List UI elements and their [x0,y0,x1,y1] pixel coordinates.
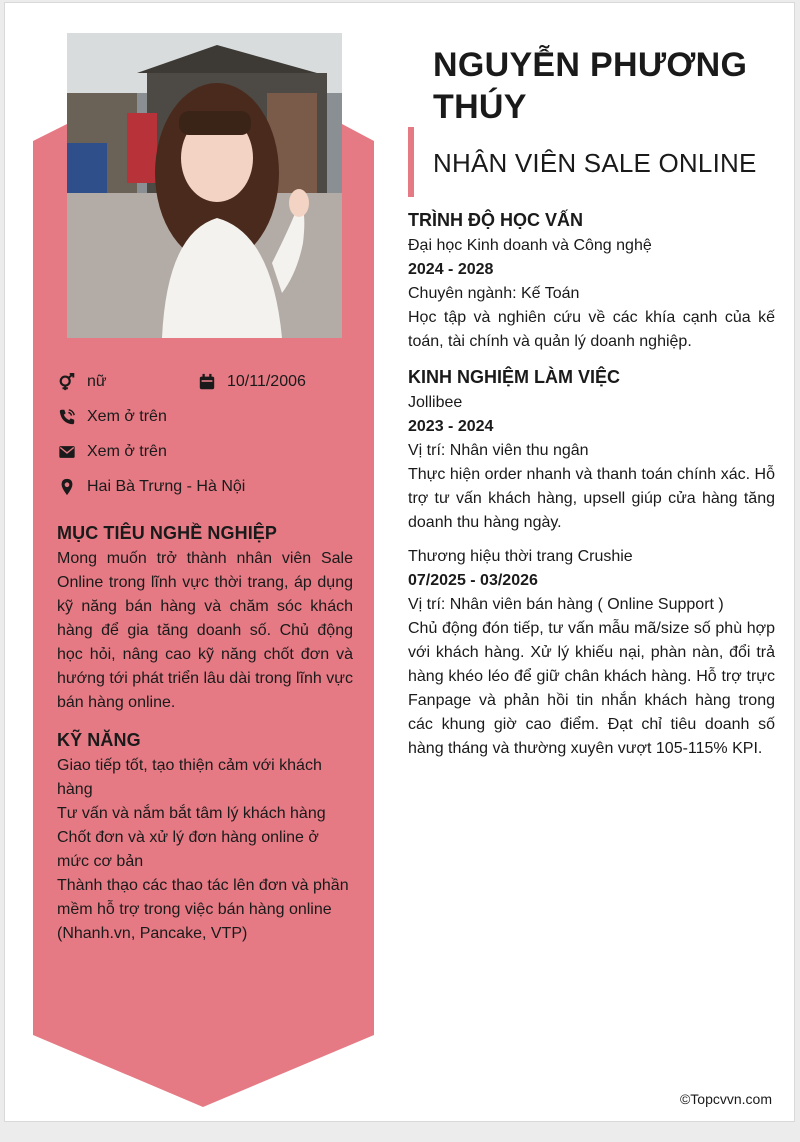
profile-photo [67,33,342,338]
contact-address [57,477,245,497]
skill-item: Chốt đơn và xử lý đơn hàng online ở mức cơ bản [57,829,319,870]
phone-value: Xem ở trên [87,408,167,425]
job-position: Vị trí: Nhân viên thu ngân [408,442,589,459]
education-description: Học tập và nghiên cứu về các khía cạnh của kế toán, tài chính và quản lý doanh nghiệp. [408,309,775,350]
objective-section [57,521,353,715]
job-title: NHÂN VIÊN SALE ONLINE [433,148,757,178]
phone-icon [57,407,77,427]
job-period: 07/2025 - 03/2026 [408,572,538,589]
objective-title: MỤC TIÊU NGHỀ NGHIỆP [57,523,278,543]
job-company: Thương hiệu thời trang Crushie [408,548,633,565]
contact-birthday [197,372,306,392]
location-pin-icon [57,477,77,497]
education-section [408,208,775,354]
footer-copyright: ©Topcvvn.com [679,1091,772,1107]
gender-value: nữ [87,373,107,390]
role-accent-bar [408,127,414,197]
experience-section [408,365,775,761]
job-entry [408,391,775,535]
job-entry [408,545,775,761]
skill-item: Giao tiếp tốt, tạo thiện cảm với khách hàng [57,757,322,798]
education-period: 2024 - 2028 [408,261,494,278]
birthday-value: 10/11/2006 [227,373,306,390]
mail-icon [57,442,77,462]
education-school: Đại học Kinh doanh và Công nghệ [408,237,652,254]
education-title: TRÌNH ĐỘ HỌC VẤN [408,210,583,230]
calendar-icon [197,372,217,392]
job-period: 2023 - 2024 [408,418,494,435]
objective-text: Mong muốn trở thành nhân viên Sale Online trong lĩnh vực thời trang, áp dụng kỹ năng bán hàng và chăm sóc khách hàng để gia tăng doanh số. Chủ động học hỏi, nâng cao kỹ năng chốt đơn và hướng tới phát triển lâu dài trong lĩnh vực bán hàng online. [57,550,353,711]
job-company: Jollibee [408,394,463,411]
contact-gender [57,372,107,392]
skill-item: Tư vấn và nắm bắt tâm lý khách hàng [57,805,326,822]
skill-item: Thành thạo các thao tác lên đơn và phần mềm hỗ trợ trong việc bán hàng online (Nhanh.vn, Pancake, VTP) [57,877,349,942]
job-description: Chủ động đón tiếp, tư vấn mẫu mã/size số phù hợp với khách hàng. Xử lý khiếu nại, phàn nàn, đổi trả hàng khéo léo để giữ chân khách hàng. Hỗ trợ trực Fanpage và phản hồi tin nhắn khách hàng trong các khung giờ cao điểm. Đạt chỉ tiêu doanh số hàng tháng và thường xuyên vượt 105-115% KPI. [408,620,775,757]
contact-email [57,442,167,462]
job-description: Thực hiện order nhanh và thanh toán chính xác. Hỗ trợ tư vấn khách hàng, upsell giúp cửa hàng tăng doanh thu hàng ngày. [408,466,775,531]
skills-title: KỸ NĂNG [57,730,141,750]
gender-icon [57,372,77,392]
education-major: Chuyên ngành: Kế Toán [408,285,580,302]
experience-title: KINH NGHIỆM LÀM VIỆC [408,367,621,387]
job-position: Vị trí: Nhân viên bán hàng ( Online Support ) [408,596,724,613]
skills-section [57,728,353,946]
address-value: Hai Bà Trưng - Hà Nội [87,478,246,495]
candidate-name: NGUYỄN PHƯƠNG THÚY [433,46,748,126]
contact-phone [57,407,167,427]
email-value: Xem ở trên [87,443,167,460]
